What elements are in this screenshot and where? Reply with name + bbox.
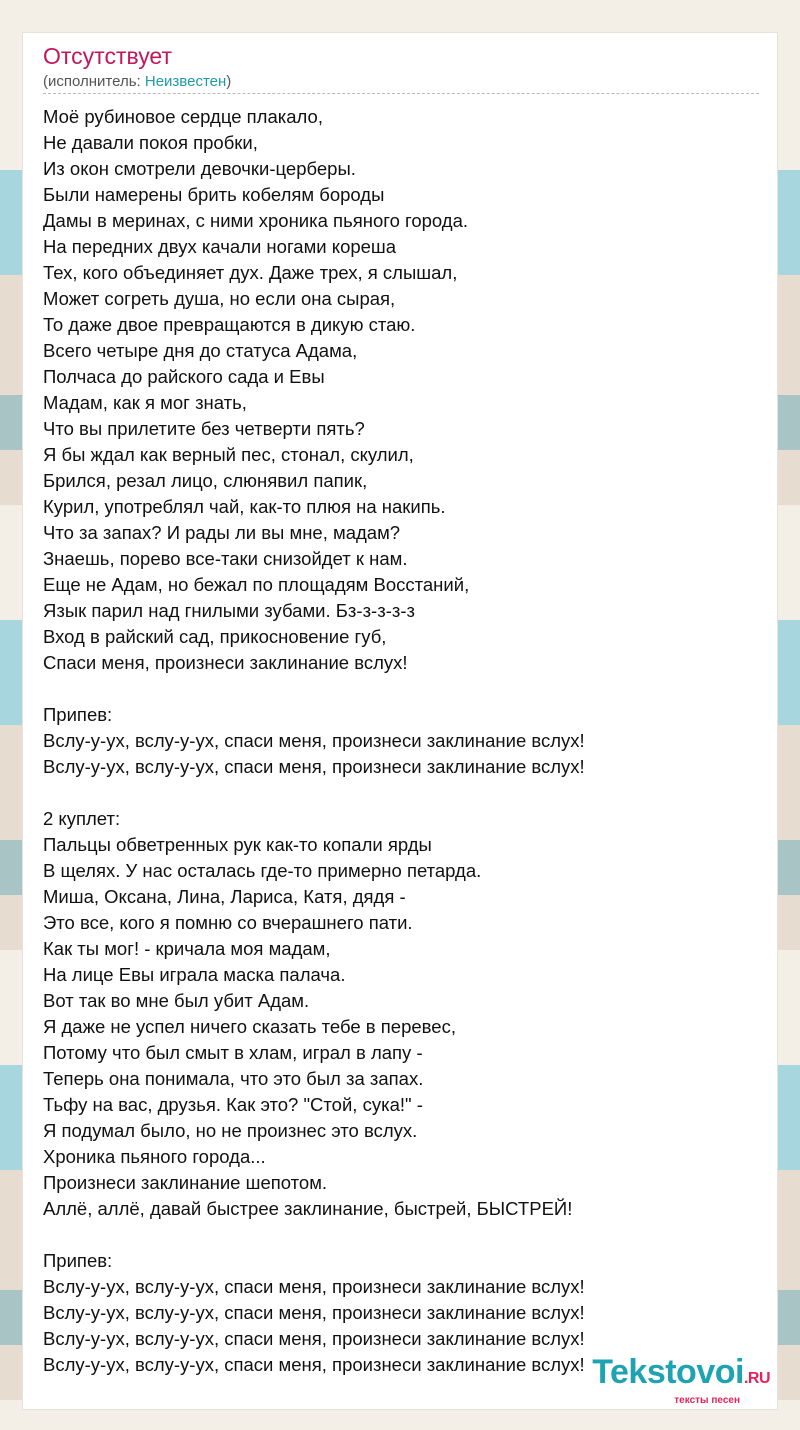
lyric-line xyxy=(43,1222,759,1248)
lyric-line: Были намерены брить кобелям бороды xyxy=(43,184,385,205)
lyric-line: В щелях. У нас осталась где-то примерно петарда. xyxy=(43,860,482,881)
lyric-line: Вот так во мне был убит Адам. xyxy=(43,990,310,1011)
logo-tld: .RU xyxy=(743,1370,770,1387)
lyric-line: Что вы прилетите без четверти пять? xyxy=(43,418,365,439)
lyric-line: Вслу-у-ух, вслу-у-ух, спаси меня, произнеси заклинание вслух! xyxy=(43,730,585,751)
lyric-line xyxy=(43,676,759,702)
lyric-line: Курил, употреблял чай, как-то плюя на накипь. xyxy=(43,496,446,517)
lyric-line: Вход в райский сад, прикосновение губ, xyxy=(43,626,387,647)
lyric-line: Хроника пьяного города... xyxy=(43,1146,266,1167)
lyric-line: Теперь она понимала, что это был за запах. xyxy=(43,1068,424,1089)
lyric-line: Потому что был смыт в хлам, играл в лапу - xyxy=(43,1042,423,1063)
title-divider xyxy=(43,93,759,94)
lyric-line: Припев: xyxy=(43,704,113,725)
lyric-line: Я бы ждал как верный пес, стонал, скулил, xyxy=(43,444,414,465)
lyrics-text xyxy=(43,104,759,1378)
lyric-line: Из окон смотрели девочки-церберы. xyxy=(43,158,356,179)
lyric-line: Еще не Адам, но бежал по площадям Восстаний, xyxy=(43,574,470,595)
lyric-line: То даже двое превращаются в дикую стаю. xyxy=(43,314,416,335)
logo-tagline: тексты песен xyxy=(674,1395,740,1406)
lyric-line: Может согреть душа, но если она сырая, xyxy=(43,288,396,309)
lyric-line: Что за запах? И рады ли вы мне, мадам? xyxy=(43,522,401,543)
lyric-line: Как ты мог! - кричала моя мадам, xyxy=(43,938,331,959)
lyric-line: Всего четыре дня до статуса Адама, xyxy=(43,340,358,361)
lyric-line: Припев: xyxy=(43,1250,113,1271)
lyric-line: Моё рубиновое сердце плакало, xyxy=(43,106,323,127)
lyric-line: На передних двух качали ногами кореша xyxy=(43,236,397,257)
lyric-line: Спаси меня, произнеси заклинание вслух! xyxy=(43,652,408,673)
lyric-line xyxy=(43,780,759,806)
lyric-line: Мадам, как я мог знать, xyxy=(43,392,247,413)
lyric-line: Дамы в меринах, с ними хроника пьяного города. xyxy=(43,210,469,231)
artist-link[interactable]: Неизвестен xyxy=(144,73,227,90)
lyric-line: Тьфу на вас, друзья. Как это? "Стой, сука!" - xyxy=(43,1094,423,1115)
lyric-line: Язык парил над гнилыми зубами. Бз-з-з-з-з xyxy=(43,600,415,621)
lyric-line: Вслу-у-ух, вслу-у-ух, спаси меня, произнеси заклинание вслух! xyxy=(43,1328,585,1349)
lyric-line: Не давали покоя пробки, xyxy=(43,132,258,153)
song-title: Отсутствует xyxy=(43,43,172,69)
lyric-line: Аллё, аллё, давай быстрее заклинание, быстрей, БЫСТРЕЙ! xyxy=(43,1198,573,1219)
lyric-line: Я даже не успел ничего сказать тебе в перевес, xyxy=(43,1016,456,1037)
lyric-line: Брился, резал лицо, слюнявил папик, xyxy=(43,470,368,491)
lyric-line: 2 куплет: xyxy=(43,808,121,829)
logo-name: Tekstovoi xyxy=(592,1353,744,1391)
artist-line xyxy=(43,73,231,90)
lyric-line: Вслу-у-ух, вслу-у-ух, спаси меня, произнеси заклинание вслух! xyxy=(43,1354,585,1375)
lyric-line: Это все, кого я помню со вчерашнего пати. xyxy=(43,912,413,933)
lyric-line: Я подумал было, но не произнес это вслух. xyxy=(43,1120,418,1141)
artist-suffix: ) xyxy=(226,73,232,90)
lyric-line: Знаешь, порево все-таки снизойдет к нам. xyxy=(43,548,408,569)
lyrics-card xyxy=(22,32,778,1410)
lyric-line: Вслу-у-ух, вслу-у-ух, спаси меня, произнеси заклинание вслух! xyxy=(43,756,585,777)
lyric-line: Полчаса до райского сада и Евы xyxy=(43,366,325,387)
site-logo[interactable] xyxy=(592,1355,770,1406)
lyric-line: Произнеси заклинание шепотом. xyxy=(43,1172,328,1193)
lyric-line: Тех, кого объединяет дух. Даже трех, я слышал, xyxy=(43,262,458,283)
lyric-line: Вслу-у-ух, вслу-у-ух, спаси меня, произнеси заклинание вслух! xyxy=(43,1276,585,1297)
artist-prefix: (исполнитель: xyxy=(43,73,145,90)
lyric-line: На лице Евы играла маска палача. xyxy=(43,964,346,985)
lyric-line: Вслу-у-ух, вслу-у-ух, спаси меня, произнеси заклинание вслух! xyxy=(43,1302,585,1323)
lyric-line: Пальцы обветренных рук как-то копали ярды xyxy=(43,834,432,855)
lyric-line: Миша, Оксана, Лина, Лариса, Катя, дядя - xyxy=(43,886,406,907)
